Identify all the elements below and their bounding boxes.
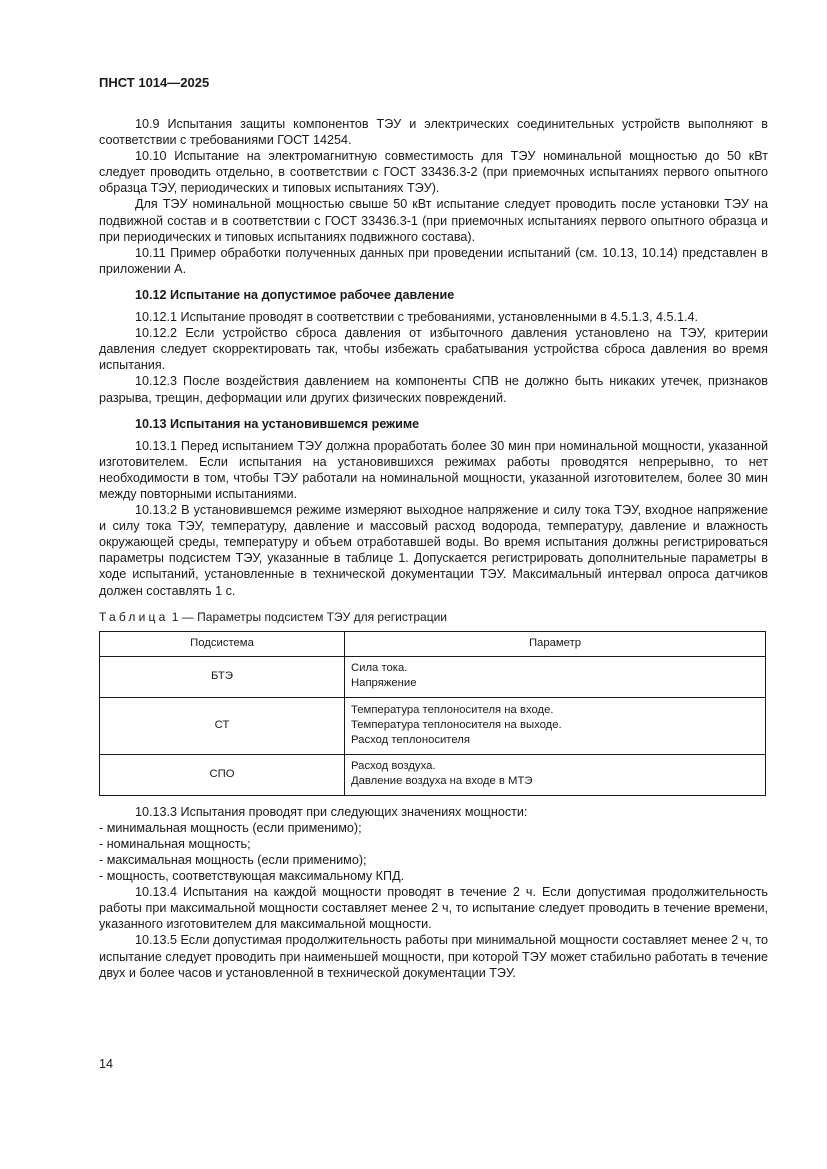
subsystem-cell: БТЭ [100,656,345,697]
parameter-line: Расход воздуха. [351,760,436,773]
paragraph-10-10-cont: Для ТЭУ номинальной мощностью свыше 50 кВт испытание следует проводить после установки ТЭУ на подвижной состав и в соответствии с ГОСТ 33436.3-1 (при приемочных испытаниях первого опытного образца и при периодических и типовых испытаниях подвижного состава). [99,197,768,244]
paragraph-10-13-2: 10.13.2 В установившемся режиме измеряют выходное напряжение и силу тока ТЭУ, входное напряжение и силу тока ТЭУ, температуру, давление и массовый расход водорода, температуру, давление и влажность окружающей среды, температуру и объем отработавшей воды. Во время испытания должны регистрироваться параметры подсистем ТЭУ, указанные в таблице 1. Допускается регистрировать дополнительные параметры в ходе испытаний, установленные в технической документации ТЭУ. Максимальный интервал опроса датчиков должен составлять 1 с. [99,503,768,598]
document-code-header: ПНСТ 1014—2025 [99,75,210,90]
parameter-line: Давление воздуха на входе в МТЭ [351,775,533,788]
subsystem-cell: СПО [100,754,345,795]
page-number: 14 [99,1057,114,1071]
parameter-line: Напряжение [351,677,417,690]
paragraph-10-12-2: 10.12.2 Если устройство сброса давления от избыточного давления установлено на ТЭУ, критерии давления следует скорректировать так, чтобы избежать срабатывания устройства сброса давления во время испытания. [99,326,768,373]
table-row [100,754,766,795]
table-caption-label: Таблица [99,609,169,624]
parameter-cell [345,656,766,697]
document-body [99,116,768,981]
list-item: - максимальная мощность (если применимо); [99,853,367,867]
paragraph-10-13-3: 10.13.3 Испытания проводят при следующих значениях мощности: [135,804,528,819]
paragraph-10-12-3: 10.12.3 После воздействия давлением на компоненты СПВ не должно быть никаких утечек, признаков разрыва, трещин, деформации или других физических повреждений. [99,374,768,405]
list-item: - минимальная мощность (если применимо); [99,820,362,835]
parameter-line: Расход теплоносителя [351,733,470,746]
section-heading-10-12: 10.12 Испытание на допустимое рабочее давление [135,287,455,302]
list-item: - номинальная мощность; [99,836,251,851]
subsystem-cell: СТ [100,697,345,754]
subsystem-parameters-table [99,631,766,796]
column-header-subsystem: Подсистема [100,631,345,656]
parameter-line: Температура теплоносителя на входе. [351,703,554,716]
table-caption [99,609,768,625]
list-item: - мощность, соответствующая максимальному КПД. [99,869,405,884]
parameter-line: Сила тока. [351,662,408,675]
paragraph-10-10: 10.10 Испытание на электромагнитную совместимость для ТЭУ номинальной мощностью до 50 кВт следует проводить отдельно, в соответствии с ГОСТ 33436.3-2 (при приемочных испытаниях первого опытного образца ТЭУ, периодических и типовых испытаниях ТЭУ). [99,149,768,196]
paragraph-10-13-4: 10.13.4 Испытания на каждой мощности проводят в течение 2 ч. Если допустимая продолжительность работы при максимальной мощности составляет менее 2 ч, то испытание следует проводить в течение времени, указанного изготовителем для максимальной мощности. [99,885,768,932]
section-heading-10-13: 10.13 Испытания на установившемся режиме [135,416,420,431]
paragraph-10-9: 10.9 Испытания защиты компонентов ТЭУ и электрических соединительных устройств выполняют в соответствии с требованиями ГОСТ 14254. [99,117,768,148]
parameter-cell [345,754,766,795]
column-header-parameter: Параметр [345,631,766,656]
table-row [100,656,766,697]
paragraph-10-12-1: 10.12.1 Испытание проводят в соответствии с требованиями, установленными в 4.5.1.3, 4.5.1.4. [135,310,698,325]
paragraph-10-11: 10.11 Пример обработки полученных данных при проведении испытаний (см. 10.13, 10.14) представлен в приложении А. [99,245,768,276]
parameter-line: Температура теплоносителя на выходе. [351,718,562,731]
paragraph-10-13-5: 10.13.5 Если допустимая продолжительность работы при минимальной мощности составляет менее 2 ч, то испытание следует проводить при наименьшей мощности, при которой ТЭУ может стабильно работать в течение двух и более часов и установленной в технической документации ТЭУ. [99,933,768,980]
parameter-cell [345,697,766,754]
table-row [100,697,766,754]
paragraph-10-13-1: 10.13.1 Перед испытанием ТЭУ должна проработать более 30 мин при номинальной мощности, указанной изготовителем. Если испытания на установившихся режимах работы проводятся непрерывно, то нет необходимости в том, чтобы ТЭУ работали на номинальной мощности, указанной изготовителем, более 30 мин между повторными испытаниями. [99,438,768,501]
table-header-row [100,631,766,656]
table-caption-text: 1 — Параметры подсистем ТЭУ для регистрации [171,609,447,624]
